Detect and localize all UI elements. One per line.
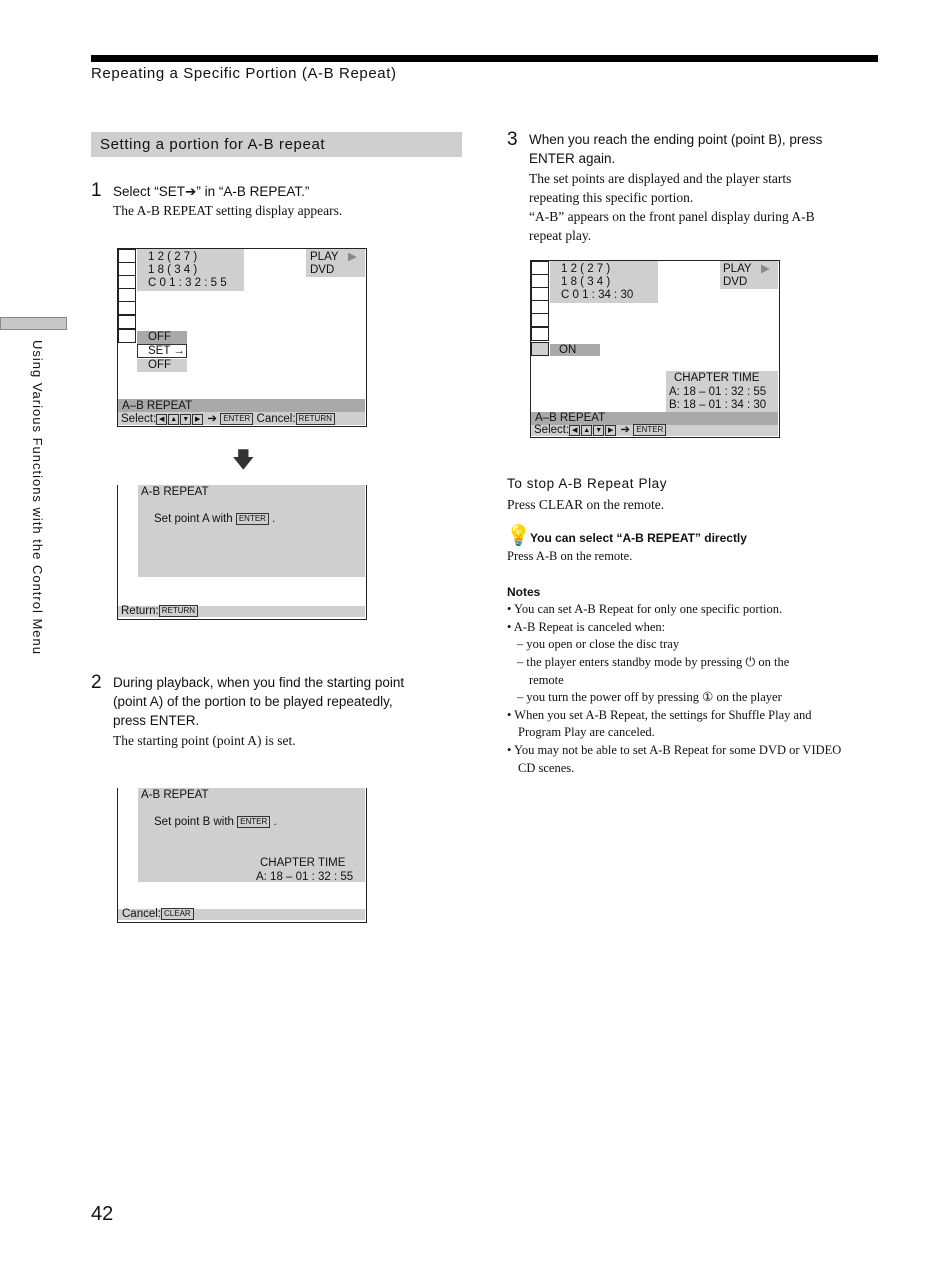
menu-icon-active xyxy=(531,342,549,356)
step-2-title-line-1: During playback, when you find the starting point xyxy=(113,675,405,690)
title-number: 1 2 ( 2 7 ) xyxy=(148,251,198,263)
dialog-message xyxy=(154,816,277,829)
option-off-current[interactable]: OFF xyxy=(148,331,171,343)
note-subitem: – you turn the power off by pressing ① on the player xyxy=(517,690,782,704)
note-item: • When you set A-B Repeat, the settings for Shuffle Play and xyxy=(507,708,812,722)
stop-heading: To stop A-B Repeat Play xyxy=(507,476,668,491)
option-on[interactable]: ON xyxy=(559,344,577,356)
play-status: PLAY xyxy=(723,263,752,275)
menu-icon xyxy=(118,329,136,343)
point-b-value: B: 18 – 01 : 34 : 30 xyxy=(669,399,767,411)
arrow-left-icon: ◀ xyxy=(156,414,167,425)
step-3-body-line-3: “A-B” appears on the front panel display during A-B xyxy=(529,209,815,224)
cancel-label: Cancel: xyxy=(122,908,161,921)
time-counter: C 0 1 : 3 2 : 5 5 xyxy=(148,277,227,289)
step-1-title: Select “SET➔” in “A-B REPEAT.” xyxy=(113,184,310,199)
play-icon: ▶ xyxy=(348,251,357,263)
arrow-down-icon: ▼ xyxy=(593,425,604,436)
disc-type: DVD xyxy=(310,264,335,276)
play-status: PLAY xyxy=(310,251,339,263)
title-number: 1 2 ( 2 7 ) xyxy=(561,263,611,275)
message-end: . xyxy=(272,513,276,526)
note-subitem: – the player enters standby mode by pressing ⏻ on the xyxy=(517,655,790,669)
dialog-message xyxy=(154,513,275,526)
menu-title: A–B REPEAT xyxy=(122,400,193,412)
menu-icon xyxy=(118,262,136,276)
select-label: Select: xyxy=(121,413,157,426)
point-a-value: A: 18 – 01 : 32 : 55 xyxy=(256,871,354,883)
arrow-icon: ➔ xyxy=(207,413,218,426)
notes-heading: Notes xyxy=(507,585,541,599)
cancel-footer xyxy=(122,908,194,921)
column-header: CHAPTER TIME xyxy=(260,857,346,869)
menu-title: A–B REPEAT xyxy=(535,412,606,424)
note-item-cont: Program Play are canceled. xyxy=(518,725,655,739)
point-a-value: A: 18 – 01 : 32 : 55 xyxy=(669,386,767,398)
select-footer xyxy=(534,424,666,437)
menu-icon xyxy=(531,327,549,341)
option-set-label: SET → xyxy=(148,345,185,357)
section-heading: Setting a portion for A-B repeat xyxy=(91,132,462,157)
menu-icon xyxy=(118,315,136,329)
step-1-body: The A-B REPEAT setting display appears. xyxy=(113,203,343,218)
play-icon: ▶ xyxy=(761,263,770,275)
arrow-icon: ➔ xyxy=(620,424,631,437)
osd-screen-setting xyxy=(117,248,367,427)
step-3-title-line-2: ENTER again. xyxy=(529,151,616,166)
note-item: • A-B Repeat is canceled when: xyxy=(507,620,666,634)
message-end: . xyxy=(273,816,277,829)
menu-icon xyxy=(118,301,136,315)
clear-key: CLEAR xyxy=(161,908,194,920)
select-label: Select: xyxy=(534,424,570,437)
side-tab-marker xyxy=(0,317,67,330)
step-3-number: 3 xyxy=(507,129,518,150)
menu-icon xyxy=(531,261,549,275)
disc-type: DVD xyxy=(723,276,748,288)
chapter-number: 1 8 ( 3 4 ) xyxy=(148,264,198,276)
osd-screen-point-b xyxy=(117,788,367,923)
time-counter: C 0 1 : 34 : 30 xyxy=(561,289,634,301)
menu-icon xyxy=(531,274,549,288)
step-3-body-line-2: repeating this specific portion. xyxy=(529,190,694,205)
step-3-title-line-1: When you reach the ending point (point B), press xyxy=(529,132,823,147)
menu-icon xyxy=(118,288,136,302)
note-item-cont: CD scenes. xyxy=(518,761,575,775)
enter-key: ENTER xyxy=(236,513,269,525)
arrow-up-icon: ▲ xyxy=(168,414,179,425)
stop-body: Press CLEAR on the remote. xyxy=(507,497,665,512)
message-text: Set point A with xyxy=(154,513,233,526)
enter-key: ENTER xyxy=(237,816,270,828)
dialog-title: A-B REPEAT xyxy=(141,789,209,801)
tip-body: Press A-B on the remote. xyxy=(507,549,633,563)
option-set-selected[interactable] xyxy=(137,344,187,358)
note-subitem-cont: remote xyxy=(529,673,564,687)
arrow-right-icon: ▶ xyxy=(192,414,203,425)
running-title: Repeating a Specific Portion (A-B Repeat) xyxy=(91,65,397,82)
return-key: RETURN xyxy=(296,413,335,425)
osd-screen-repeating xyxy=(530,260,780,438)
page-number: 42 xyxy=(91,1203,114,1225)
menu-icon xyxy=(531,287,549,301)
note-item: • You may not be able to set A-B Repeat for some DVD or VIDEO xyxy=(507,743,842,757)
down-arrow-icon: 🡇 xyxy=(232,447,255,472)
menu-icon xyxy=(118,275,136,289)
enter-key: ENTER xyxy=(220,413,253,425)
step-3-body-line-4: repeat play. xyxy=(529,228,592,243)
dialog-title: A-B REPEAT xyxy=(141,486,209,498)
message-text: Set point B with xyxy=(154,816,234,829)
menu-icon xyxy=(531,313,549,327)
header-rule xyxy=(91,55,878,62)
arrow-left-icon: ◀ xyxy=(569,425,580,436)
step-2-number: 2 xyxy=(91,672,102,693)
cancel-label: Cancel: xyxy=(256,413,296,426)
step-2-body: The starting point (point A) is set. xyxy=(113,733,296,748)
arrow-up-icon: ▲ xyxy=(581,425,592,436)
enter-key: ENTER xyxy=(633,424,666,436)
return-footer xyxy=(121,605,198,618)
side-section-label: Using Various Functions with the Control Menu xyxy=(30,340,45,655)
step-1-number: 1 xyxy=(91,180,102,201)
return-key: RETURN xyxy=(159,605,198,617)
note-item: • You can set A-B Repeat for only one specific portion. xyxy=(507,602,783,616)
return-label: Return: xyxy=(121,605,159,618)
menu-icon xyxy=(531,300,549,314)
step-3-body-line-1: The set points are displayed and the player starts xyxy=(529,171,792,186)
step-2-title-line-3: press ENTER. xyxy=(113,713,200,728)
select-footer xyxy=(121,413,335,426)
tip-title: You can select “A-B REPEAT” directly xyxy=(530,531,747,545)
step-2-title-line-2: (point A) of the portion to be played repeatedly, xyxy=(113,694,393,709)
option-off[interactable]: OFF xyxy=(148,359,171,371)
column-header: CHAPTER TIME xyxy=(674,372,760,384)
menu-icon xyxy=(118,249,136,263)
lightbulb-icon: 💡 xyxy=(506,525,531,547)
note-subitem: – you open or close the disc tray xyxy=(517,637,680,651)
arrow-down-icon: ▼ xyxy=(180,414,191,425)
chapter-number: 1 8 ( 3 4 ) xyxy=(561,276,611,288)
arrow-right-icon: ▶ xyxy=(605,425,616,436)
osd-screen-point-a xyxy=(117,485,367,620)
